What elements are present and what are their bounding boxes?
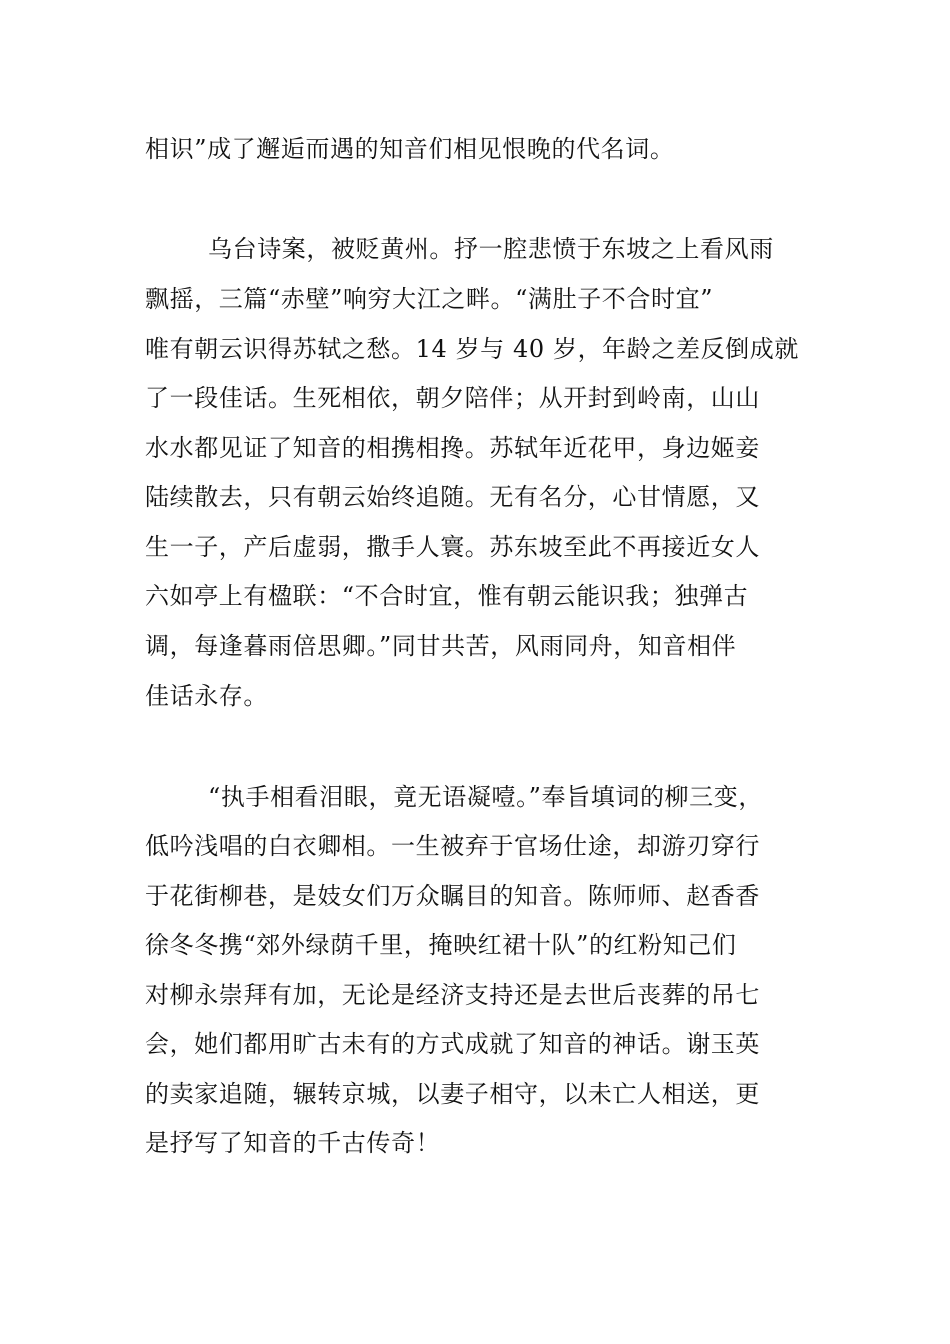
paragraph-2-line-9: 调，每逢暮雨倍思卿。”同甘共苦，风雨同舟，知音相伴 — [145, 632, 737, 660]
paragraph-3-line-1: “执手相看泪眼，竟无语凝噎。”奉旨填词的柳三变， — [208, 783, 763, 811]
paragraph-3-line-5: 对柳永崇拜有加，无论是经济支持还是去世后丧葬的吊七 — [145, 981, 760, 1009]
paragraph-3-line-8: 是抒写了知音的千古传奇！ — [145, 1129, 441, 1157]
paragraph-3-line-4: 徐冬冬携“郊外绿荫千里，掩映红裙十队”的红粉知己们 — [145, 931, 737, 959]
paragraph-2-line-10: 佳话永存。 — [145, 682, 268, 710]
paragraph-2-line-1: 乌台诗案，被贬黄州。抒一腔悲愤于东坡之上看风雨 — [208, 235, 774, 263]
paragraph-3-line-3: 于花街柳巷，是妓女们万众瞩目的知音。陈师师、赵香香 — [145, 882, 760, 910]
paragraph-3-line-7: 的卖家追随，辗转京城，以妻子相守，以未亡人相送，更 — [145, 1080, 760, 1108]
paragraph-2-line-4: 了一段佳话。生死相依，朝夕陪伴；从开封到岭南，山山 — [145, 384, 760, 412]
paragraph-2-line-7: 生一子，产后虚弱，撒手人寰。苏东坡至此不再接近女人 — [145, 533, 760, 561]
paragraph-2-line-8: 六如亭上有楹联：“不合时宜，惟有朝云能识我；独弹古 — [145, 582, 749, 610]
paragraph-3-line-6: 会，她们都用旷古未有的方式成就了知音的神话。谢玉英 — [145, 1030, 760, 1058]
paragraph-2-line-3: 唯有朝云识得苏轼之愁。14 岁与 40 岁，年龄之差反倒成就 — [145, 335, 799, 363]
paragraph-1-line-1: 相识”成了邂逅而遇的知音们相见恨晚的代名词。 — [145, 135, 675, 163]
paragraph-2-line-2: 飘摇，三篇“赤壁”响穷大江之畔。“满肚子不合时宜” — [145, 285, 714, 313]
paragraph-2-line-5: 水水都见证了知音的相携相搀。苏轼年近花甲，身边姬妾 — [145, 434, 760, 462]
paragraph-2-line-6: 陆续散去，只有朝云始终追随。无有名分，心甘情愿，又 — [145, 483, 760, 511]
paragraph-3-line-2: 低吟浅唱的白衣卿相。一生被弃于官场仕途，却游刃穿行 — [145, 832, 760, 860]
